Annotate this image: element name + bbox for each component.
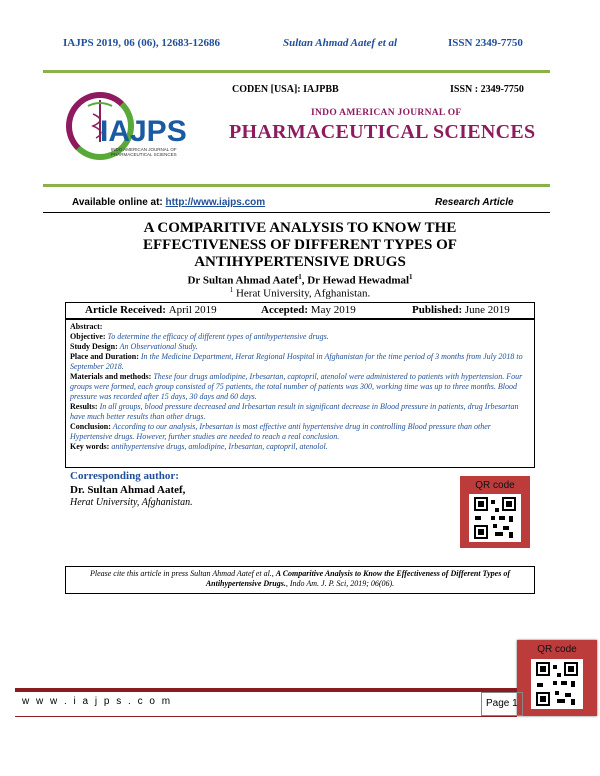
footer-site: w w w . i a j p s . c o m xyxy=(22,696,173,707)
abstract xyxy=(70,322,530,452)
title-line-2: EFFECTIVENESS OF DIFFERENT TYPES OF xyxy=(143,237,457,253)
published-value: June 2019 xyxy=(464,304,510,316)
affiliation-mark: 1 xyxy=(229,286,234,294)
floating-qr-code-icon xyxy=(531,659,583,709)
design-text: An Observational Study. xyxy=(117,342,198,351)
methods-label: Materials and methods: xyxy=(70,372,152,381)
availability-label: Available online at: xyxy=(72,197,166,208)
qr-box xyxy=(460,476,530,548)
header-issn: ISSN 2349-7750 xyxy=(448,37,523,49)
journal-name: PHARMACEUTICAL SCIENCES xyxy=(229,121,536,143)
article-title xyxy=(60,220,540,271)
qr-label: QR code xyxy=(475,480,515,491)
results-text: In all groups, blood pressure decreased and Irbesartan result in significant decrease in Blood pressure in patients, drug Irbesartan have much better results than other drugs. xyxy=(70,402,519,421)
availability-rule xyxy=(43,212,550,213)
place-text: In the Medicine Department, Herat Regional Hospital in Afghanistan for the time period of 3 months from July 2018 to September 2018. xyxy=(70,352,523,371)
logo-text: IAJPS xyxy=(100,115,187,148)
conclusion-text: According to our analysis, Irbesartan is most effective anti hypertensive drug in controlling Blood pressure than other Hypertensive drugs. However, further studies are needed to reach a real conclusion. xyxy=(70,422,491,441)
accepted-value: May 2019 xyxy=(310,304,356,316)
accepted-label: Accepted: xyxy=(261,304,311,316)
author-2: , Dr Hewad Hewadmal xyxy=(301,274,410,287)
author-2-affil-mark: 1 xyxy=(409,273,413,281)
corresponding-heading: Corresponding author: xyxy=(70,470,179,482)
author-1-affil-mark: 1 xyxy=(298,273,302,281)
objective-label: Objective: xyxy=(70,332,106,341)
top-rule xyxy=(43,70,550,73)
masthead-rule xyxy=(43,184,550,187)
page-number xyxy=(481,692,523,716)
place-label: Place and Duration: xyxy=(70,352,139,361)
title-line-1: A COMPARITIVE ANALYSIS TO KNOW THE xyxy=(143,220,457,236)
citation-title: A Comparitive Analysis to Know the Effectiveness of Different Types of Antihypertensive Drugs. xyxy=(205,569,511,588)
authors xyxy=(60,273,540,287)
journal-name-small: INDO AMERICAN JOURNAL OF xyxy=(311,108,462,118)
citation xyxy=(72,569,528,589)
floating-qr-label: QR code xyxy=(537,644,577,655)
title-line-3: ANTIHYPERTENSIVE DRUGS xyxy=(194,254,406,270)
corresponding-affiliation: Herat University, Afghanistan. xyxy=(70,497,193,508)
published-date xyxy=(412,304,510,316)
masthead-issn: ISSN : 2349-7750 xyxy=(450,84,524,95)
article-type: Research Article xyxy=(435,197,514,208)
citation-box xyxy=(65,566,535,594)
received-value: April 2019 xyxy=(168,304,217,316)
methods-text: These four drugs amlodipine, Irbesartan, captopril, atenolol were administered to patients with hypertension. Four groups were formed, each group consisted of 75 patients, the total number of patients was 300, working time was up to three months. Blood pressure was recorded after 15 days, 30 days and 60 days. xyxy=(70,372,523,401)
floating-qr-widget[interactable] xyxy=(517,640,597,716)
keywords-text: antihypertensive drugs, amlodipine, Irbesartan, captopril, atenolol. xyxy=(109,442,328,451)
journal-link[interactable]: http://www.iajps.com xyxy=(165,197,266,208)
qr-code-icon xyxy=(469,494,521,542)
coden: CODEN [USA]: IAJPBB xyxy=(232,84,339,95)
header-citation: IAJPS 2019, 06 (06), 12683-12686 xyxy=(63,37,221,49)
design-label: Study Design: xyxy=(70,342,118,351)
affiliation-text: Herat University, Afghanistan. xyxy=(233,287,371,300)
accepted-date xyxy=(261,304,356,316)
page-number-text: Page 1 xyxy=(486,698,518,709)
availability-line xyxy=(72,197,265,208)
dates-box xyxy=(65,302,535,319)
results-label: Results: xyxy=(70,402,98,411)
keywords-label: Key words: xyxy=(70,442,110,451)
footer-bottom-rule xyxy=(15,716,517,717)
objective-text: To determine the efficacy of different types of antihypertensive drugs. xyxy=(105,332,329,341)
author-1: Dr Sultan Ahmad Aatef xyxy=(187,274,299,287)
received-label: Article Received: xyxy=(85,304,169,316)
header-author: Sultan Ahmad Aatef et al xyxy=(283,37,398,49)
abstract-box xyxy=(65,319,535,468)
published-label: Published: xyxy=(412,304,465,316)
corresponding-name: Dr. Sultan Ahmad Aatef, xyxy=(70,484,186,496)
abstract-heading: Abstract: xyxy=(70,322,103,331)
citation-prefix: Please cite this article in press Sultan Ahmad Aatef et al., xyxy=(89,569,276,578)
citation-suffix: , Indo Am. J. P. Sci, 2019; 06(06). xyxy=(285,579,395,588)
logo-subtext: INDO AMERICAN JOURNAL OF PHARMACEUTICAL SCIENCES xyxy=(111,147,177,157)
affiliation xyxy=(60,286,540,300)
footer-rule xyxy=(15,688,517,692)
received-date xyxy=(85,304,217,316)
conclusion-label: Conclusion: xyxy=(70,422,111,431)
